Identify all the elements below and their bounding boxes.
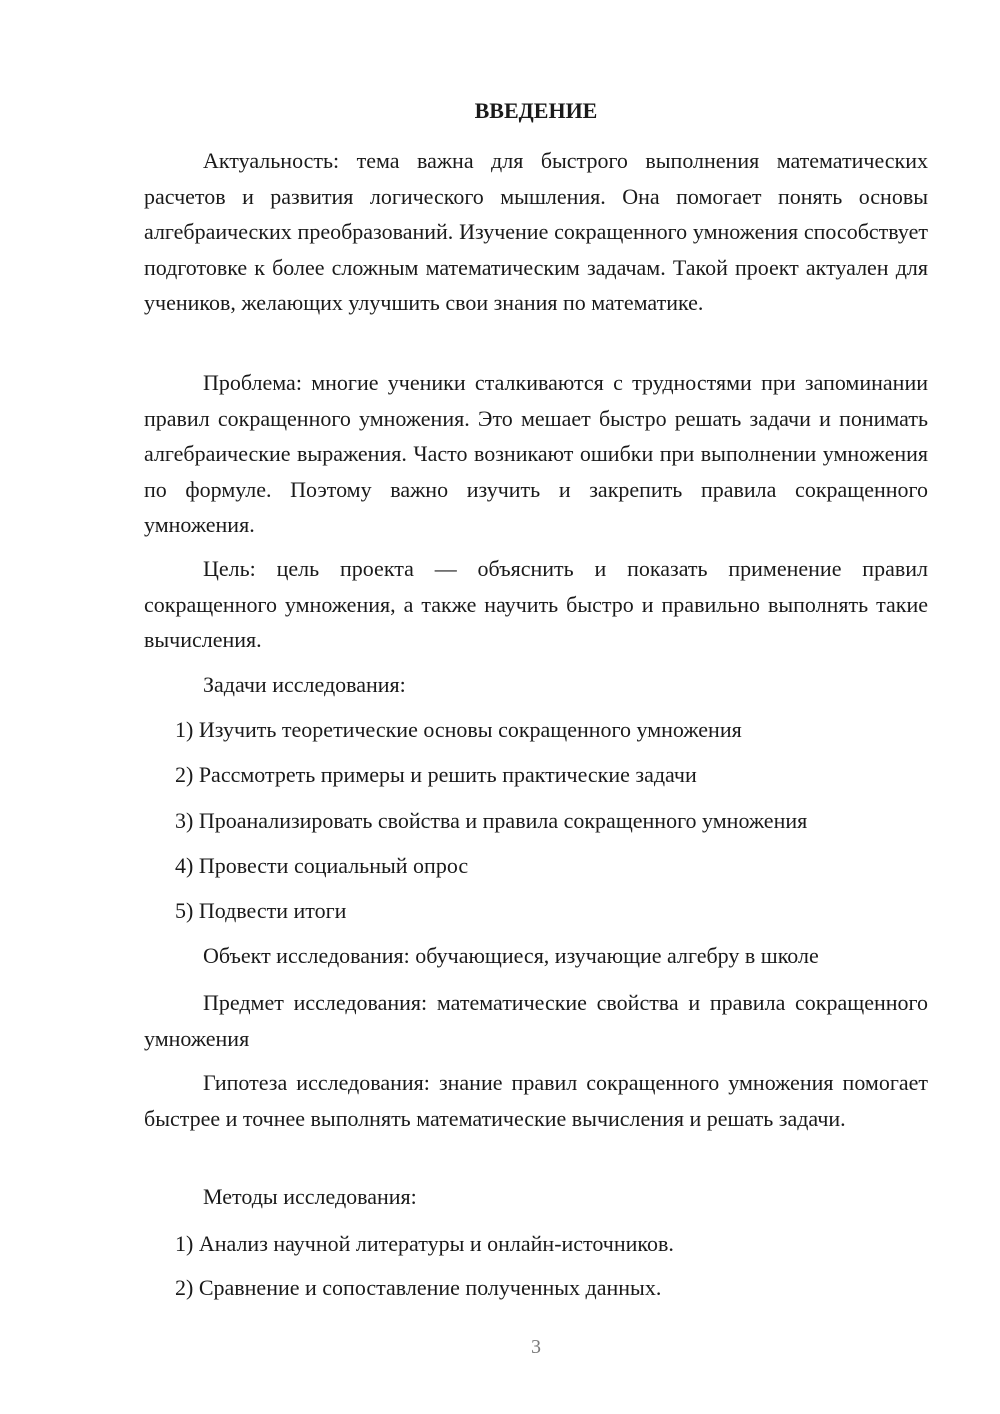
methods-title: Методы исследования: xyxy=(203,1184,417,1209)
task-item: 4) Провести социальный опрос xyxy=(175,853,469,878)
object-line: Объект исследования: обучающиеся, изучающие алгебру в школе xyxy=(203,943,819,968)
page-number: 3 xyxy=(531,1336,541,1358)
tasks-title: Задачи исследования: xyxy=(203,672,406,697)
goal-paragraph: Цель: цель проекта — объяснить и показать применение правил сокращенного умножения, а также научить быстро и правильно выполнять такие вычисления. xyxy=(144,556,928,652)
subject-paragraph: Предмет исследования: математические свойства и правила сокращенного умножения xyxy=(144,990,928,1051)
document-page xyxy=(144,0,928,1414)
method-item: 1) Анализ научной литературы и онлайн-источников. xyxy=(175,1231,674,1256)
task-item: 5) Подвести итоги xyxy=(175,898,347,923)
hypothesis-paragraph: Гипотеза исследования: знание правил сокращенного умножения помогает быстрее и точнее выполнять математические вычисления и решать задачи. xyxy=(144,1070,928,1131)
task-item: 2) Рассмотреть примеры и решить практические задачи xyxy=(175,762,697,787)
problem-paragraph: Проблема: многие ученики сталкиваются с трудностями при запоминании правил сокращенного умножения. Это мешает быстро решать задачи и понимать алгебраические выражения. Часто возникают ошибки при выполнении умножения по формуле. Поэтому важно изучить и закрепить правила сокращенного умножения. xyxy=(144,370,928,537)
task-item: 1) Изучить теоретические основы сокращенного умножения xyxy=(175,717,742,742)
task-item: 3) Проанализировать свойства и правила сокращенного умножения xyxy=(175,808,808,833)
relevance-paragraph: Актуальность: тема важна для быстрого выполнения математических расчетов и развития логического мышления. Она помогает понять основы алгебраических преобразований. Изучение сокращенного умножения способствует подготовке к более сложным математическим задачам. Такой проект актуален для учеников, желающих улучшить свои знания по математике. xyxy=(144,148,928,315)
section-heading: ВВЕДЕНИЕ xyxy=(474,98,598,123)
method-item: 2) Сравнение и сопоставление полученных данных. xyxy=(175,1275,662,1300)
